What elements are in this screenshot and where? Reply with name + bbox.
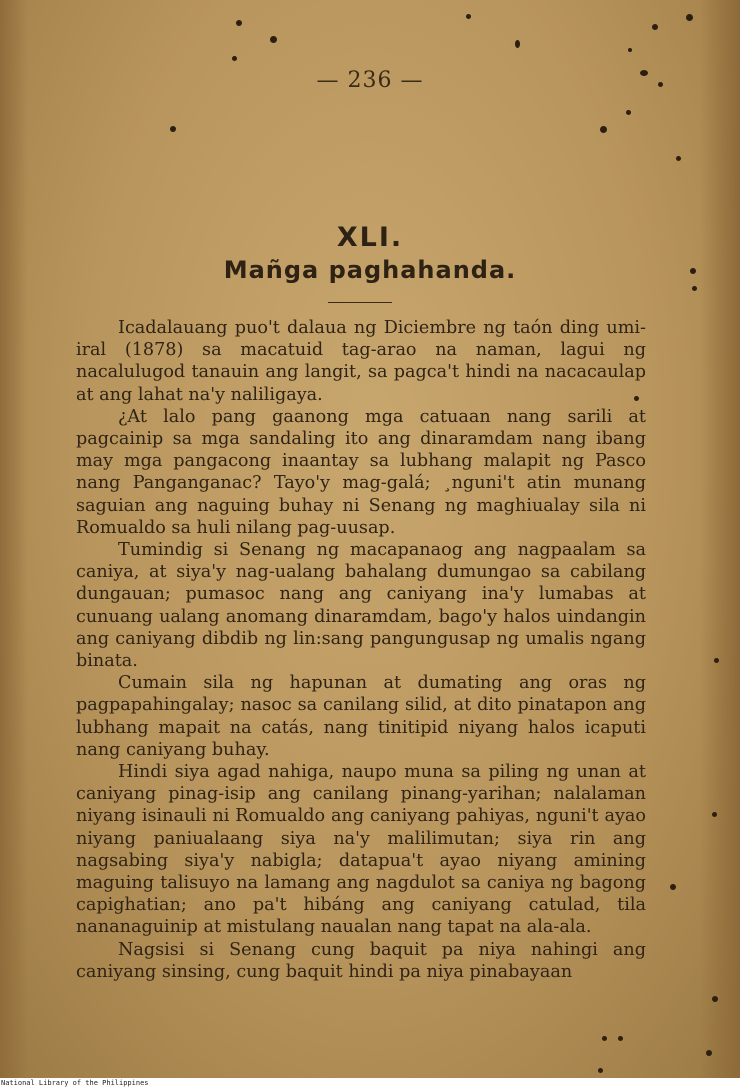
foxing-spot (515, 40, 520, 48)
paragraph: Icadalauang puo't dalaua ng Diciembre ng taón ding umi-iral (1878) sa macatuid tag-arao na naman, lagui ng nacalulugod tanauin ang langit, sa pagca't hindi na nacacaulap at ang lahat na'y naliligaya. (76, 318, 646, 405)
foxing-spot (686, 14, 693, 21)
paragraph: Tumindig si Senang ng macapanaog ang nagpaalam sa caniya, at siya'y nag-ualang bahalang dumungao sa cabilang dungauan; pumasoc nang ang caniyang ina'y lumabas at cunuang ualang anomang dinaramdam, bago'y halos uindangin ang caniyang dibdib ng lin:sang pangungusap ng umalis ngang binata. (76, 540, 646, 672)
chapter-title: Mañga paghahanda. (223, 256, 517, 284)
foxing-spot (706, 1050, 712, 1056)
foxing-spot (232, 56, 237, 61)
foxing-spot (466, 14, 471, 19)
foxing-spot (626, 110, 631, 115)
foxing-spot (714, 658, 719, 663)
body-text (76, 317, 646, 983)
paragraph: ¿At lalo pang gaanong mga catuaan nang sarili at pagcainip sa mga sandaling ito ang dinaramdam nang ibang may mga pangacong inaantay sa lubhang malapit ng Pasco nang Panganganac? Tayo'y mag-galá; ¸nguni't atin munang saguian ang naguing buhay ni Senang ng maghiualay sila ni Romualdo sa huli nilang pag-uusap. (76, 406, 646, 538)
footer-bar (0, 1078, 740, 1088)
foxing-spot (652, 24, 658, 30)
title-divider (328, 302, 392, 303)
foxing-spot (598, 1068, 603, 1073)
foxing-spot (618, 1036, 623, 1041)
foxing-spot (170, 126, 176, 132)
foxing-spot (628, 48, 632, 52)
page-edge-shadow-right (700, 0, 740, 1078)
foxing-spot (676, 156, 681, 161)
paragraph: Cumain sila ng hapunan at dumating ang oras ng pagpapahingalay; nasoc sa canilang silid, at dito pinatapon ang lubhang mapait na catás, nang tinitipid niyang halos icaputi nang caniyang buhay. (76, 673, 646, 760)
foxing-spot (670, 884, 676, 890)
page-number: — 236 — (316, 68, 424, 93)
foxing-spot (236, 20, 242, 26)
foxing-spot (712, 812, 717, 817)
paragraph: Nagsisi si Senang cung baquit pa niya nahingi ang caniyang sinsing, cung baquit hindi pa niya pinabayaan (76, 939, 646, 982)
foxing-spot (270, 36, 277, 43)
chapter-number: XLI. (336, 222, 404, 253)
foxing-spot (602, 1036, 607, 1041)
page-edge-shadow-left (0, 0, 28, 1078)
paragraph: Hindi siya agad nahiga, naupo muna sa piling ng unan at caniyang pinag-isip ang canilang pinang-yarihan; nalalaman niyang isinauli ni Romualdo ang caniyang pahiyas, nguni't ayao niyang paniualaang siya na'y malilimutan; siya rin ang nagsabing siya'y nabigla; datapua't ayao niyang amining maguing talisuyo na lamang ang nagdulot sa caniya ng bagong capighatian; ano pa't hibáng ang caniyang catulad, tila nananaguinip at mistulang naualan nang tapat na ala-ala. (76, 762, 646, 938)
foxing-spot (600, 126, 607, 133)
foxing-spot (692, 286, 697, 291)
foxing-spot (712, 996, 718, 1002)
library-credit: National Library of the Philippines (1, 1079, 149, 1087)
